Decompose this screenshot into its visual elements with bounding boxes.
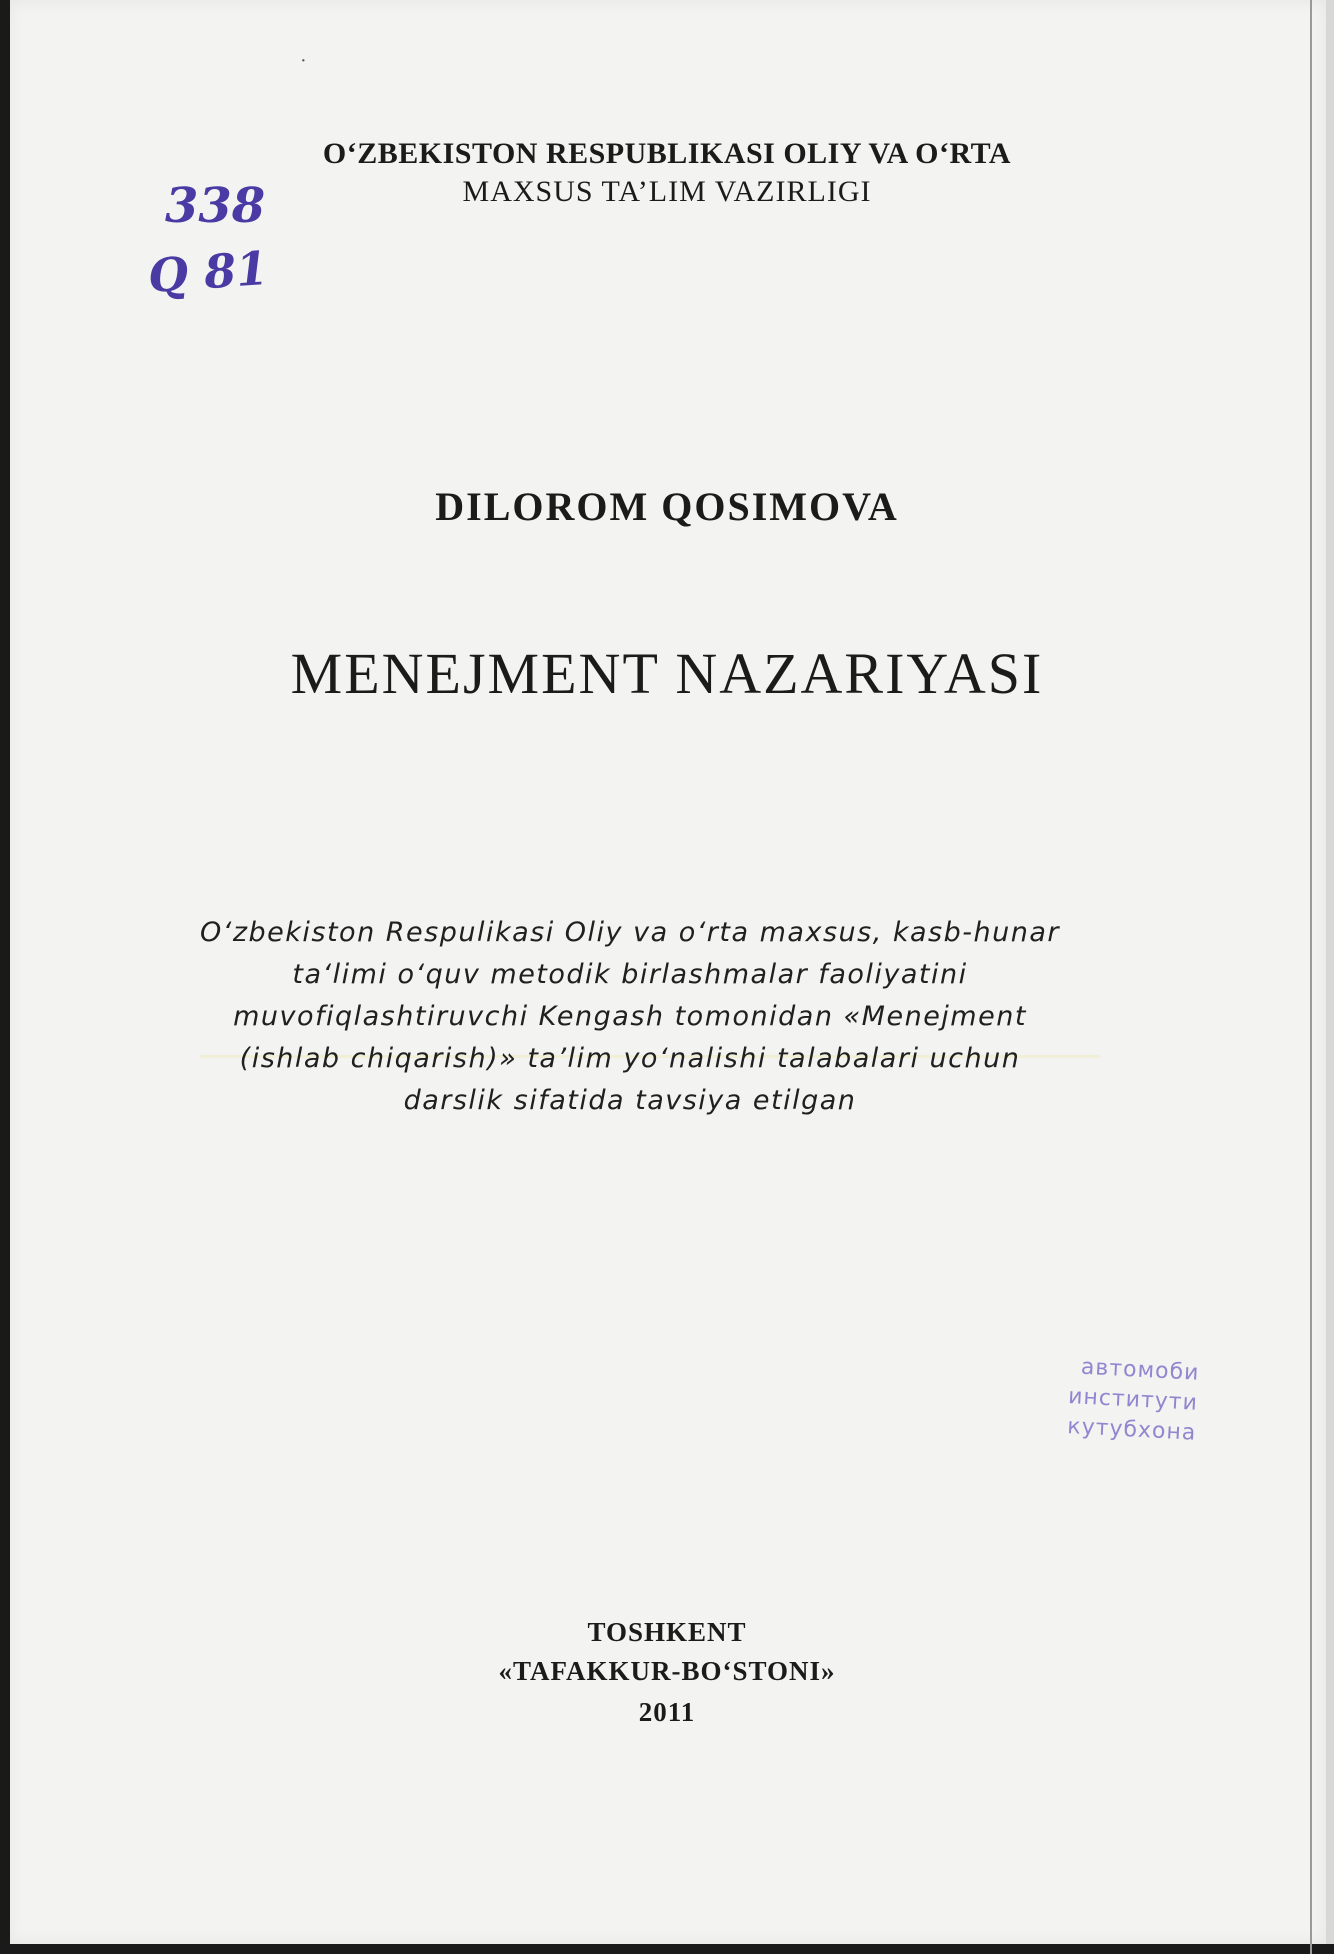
recommendation-line: (ishlab chiqarish)» ta’lim yo‘nalishi talabalari uchun [239,1043,1021,1074]
recommendation-line: muvofiqlashtiruvchi Kengash tomonidan «Menejment [233,1001,1027,1032]
scan-speck: · [300,50,307,72]
recommendation-line: darslik sifatida tavsiya etilgan [403,1085,857,1116]
ministry-line-1: O‘ZBEKISTON RESPUBLIKASI OLIY VA O‘RTA [322,137,1012,170]
book-title: MENEJMENT NAZARIYASI [290,641,1044,706]
stamp-line: институти [1067,1384,1199,1416]
recommendation-text [180,912,1080,1122]
handwritten-code: Q 81 [146,240,270,304]
publisher-name: «TAFAKKUR-BO‘STONI» [498,1656,836,1686]
stamp-line: автомоби [1080,1354,1201,1386]
handwritten-classification: 338 [165,178,266,234]
recommendation-line: ta‘limi o‘quv metodik birlashmalar faoliyatini [292,959,968,990]
author-name: DILOROM QOSIMOVA [435,484,899,529]
stamp-line: кутубхона [1066,1414,1197,1446]
library-stamp [936,1345,1200,1448]
ministry-line-2: MAXSUS TA’LIM VAZIRLIGI [462,174,872,208]
recommendation-line: O‘zbekiston Respulikasi Oliy va o‘rta maxsus, kasb-hunar [200,917,1060,948]
publication-year: 2011 [638,1697,696,1727]
publisher-city: TOSHKENT [587,1617,747,1647]
scan-edge-bottom [0,1944,1334,1954]
